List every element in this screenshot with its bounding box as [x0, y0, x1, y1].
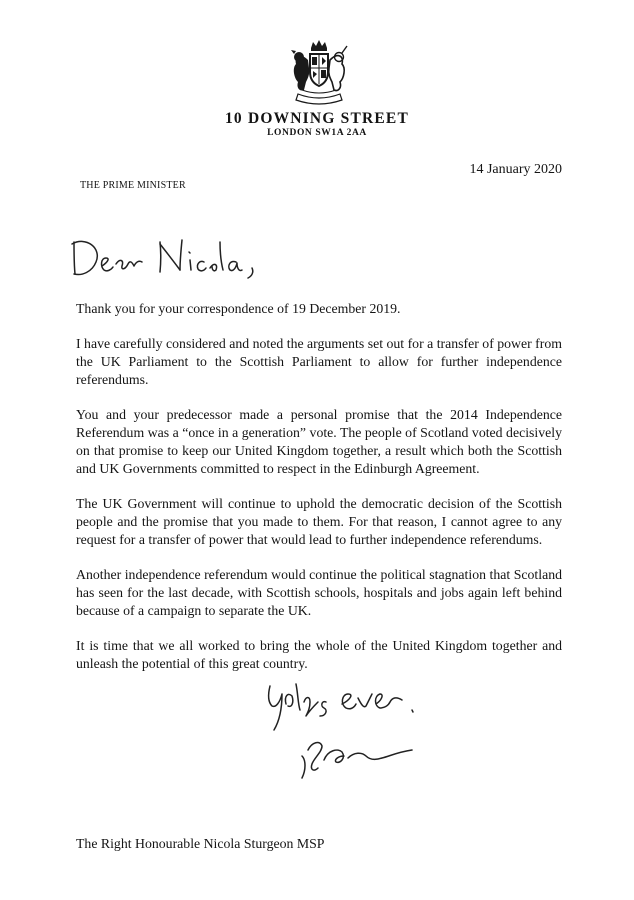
royal-coat-of-arms-icon: [284, 38, 354, 108]
sender-title: THE PRIME MINISTER: [80, 180, 186, 191]
letter-body: [76, 300, 562, 690]
letter-date: 14 January 2020: [469, 162, 562, 177]
paragraph: It is time that we all worked to bring the whole of the United Kingdom together and unleash the potential of this great country.: [76, 638, 562, 671]
recipient-name: The Right Honourable Nicola Sturgeon MSP: [76, 836, 325, 851]
paragraph: Thank you for your correspondence of 19 December 2019.: [76, 301, 401, 316]
handwritten-signature: [262, 680, 432, 795]
paragraph: Another independence referendum would continue the political stagnation that Scotland has seen for the last decade, with Scottish schools, hospitals and jobs again left behind because of a campaign to separate the UK.: [76, 567, 562, 618]
paragraph: You and your predecessor made a personal promise that the 2014 Independence Referendum was a “once in a generation” vote. The people of Scotland voted decisively on that promise to keep our United Kingdom together, a result which both the Scottish and UK Governments committed to respect in the Edinburgh Agreement.: [76, 407, 562, 476]
paragraph: I have carefully considered and noted the arguments set out for a transfer of power from the UK Parliament to the Scottish Parliament to allow for further independence referendums.: [76, 336, 562, 387]
paragraph: The UK Government will continue to uphold the democratic decision of the Scottish people and the promise that you made to them. For that reason, I cannot agree to any request for a transfer of power that would lead to further independence referendums.: [76, 496, 562, 547]
letterhead-address-city: LONDON SW1A 2AA: [267, 128, 367, 138]
letterhead-address-street: 10 DOWNING STREET: [224, 110, 410, 127]
handwritten-salutation: [68, 232, 268, 282]
